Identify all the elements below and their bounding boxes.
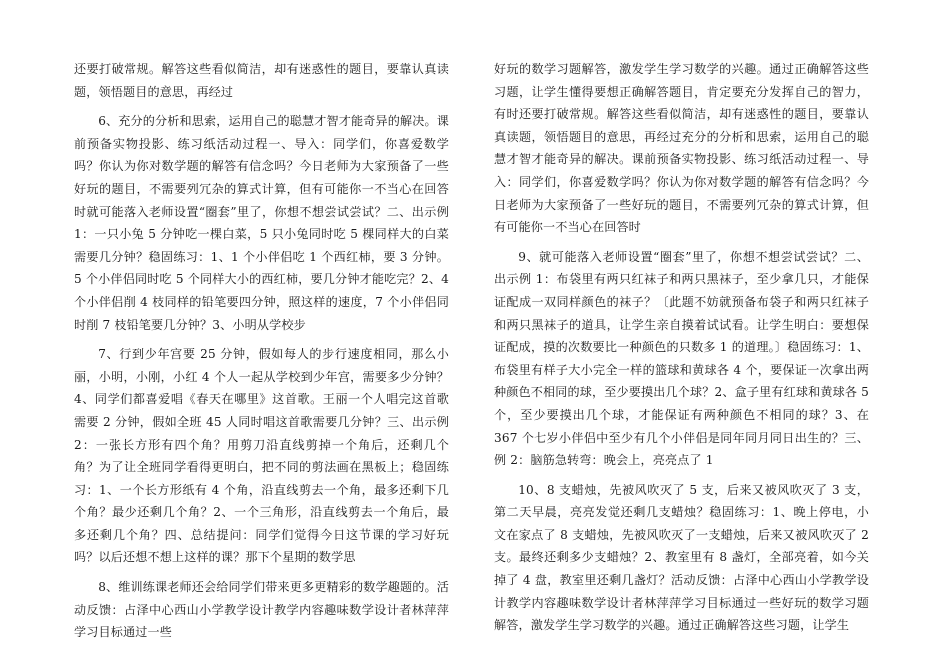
paragraph: 8、维训练课老师还会给同学们带来更多更精彩的数学趣题的。活动反馈：占泽中心西山小学教学设计教学内容趣味数学设计者林萍萍学习目标通过一些: [74, 580, 449, 640]
paragraph: 9、就可能落入老师设置“圈套”里了，你想不想尝试尝试？二、出示例 1：布袋里有两只红袜子和两只黑袜子，至少拿几只，才能保证配成一双同样颜色的袜子？〔此题不妨就预备布袋子和两只红袜子和两只黑袜子的道具，让学生亲自摸着试试看。让学生明白：要想保证配成，摸的次数要比一种颜色的只数多 1 的道理。〕稳固练习：1、布袋里有样子大小完全一样的篮球和黄球各 4 个，要保证一次拿出两种颜色不相同的球，至少要摸出几个球？2、盒子里有红球和黄球各 5 个，至少要摸出几个球，才能保证有两种颜色不相同的球？3、在 367 个七岁小伴侣中至少有几个小伴侣是同年同月同日出生的？三、例 2：脑筋急转弯：晚会上，亮亮点了 1: [494, 249, 869, 468]
paragraph: 好玩的数学习题解答，激发学生学习数学的兴趣。通过正确解答这些习题，让学生懂得要想正确解答题目，肯定要充分发挥自己的智力，有时还要打破常规。解答这些看似简洁，却有迷惑性的题目，要靠认真读题，领悟题目的意思，再经过充分的分析和思索，运用自己的聪慧才智才能奇异的解决。课前预备实物投影、练习纸活动过程一、导入：同学们，你喜爱数学吗？你认为你对数学题的解答有信念吗？今日老师为大家预备了一些好玩的题目，不需要列冗杂的算式计算，但有可能你一不当心在回答时: [494, 62, 869, 235]
paragraph: 6、充分的分析和思索，运用自己的聪慧才智才能奇异的解决。课前预备实物投影、练习纸活动过程一、导入：同学们，你喜爱数学吗？你认为你对数学题的解答有信念吗？今日老师为大家预备了一些好玩的题目，不需要列冗杂的算式计算，但有可能你一不当心在回答时就可能落入老师设置“圈套”里了，你想不想尝试尝试？二、出示例 1：一只小兔 5 分钟吃一棵白菜，5 只小兔同时吃 5 棵同样大的白菜需要几分钟？稳固练习：1、1 个小伴侣吃 1 个西红柿，要 3 分钟。5 个小伴侣同时吃 5 个同样大小的西红柿，要几分钟才能吃完？2、4 个小伴侣削 4 枝同样的铅笔要四分钟，照这样的速度，7 个小伴侣同时削 7 枝铅笔要几分钟？3、小明从学校步: [74, 114, 449, 332]
left-text-column: [74, 58, 449, 651]
paragraph: 7、行到少年宫要 25 分钟，假如每人的步行速度相同，那么小丽，小明，小刚，小红 4 个人一起从学校到少年宫，需要多少分钟？4、同学们都喜爱唱《春天在哪里》这首歌。王丽一个人唱完这首歌需要 2 分钟，假如全班 45 人同时唱这首歌需要几分钟？三、出示例 2：一张长方形有四个角？用剪刀沿直线剪掉一个角后，还剩几个角？为了让全班同学看得更明白，把不同的剪法画在黑板上；稳固练习：1、一个长方形纸有 4 个角，沿直线剪去一个角，最多还剩下几个角？最少还剩几个角？2、一个三角形，沿直线剪去一个角后，最多还剩几个角？四、总结提问：同学们觉得今日这节课的学习好玩吗？以后还想不想上这样的课？那下个星期的数学思: [74, 347, 449, 565]
paragraph: 还要打破常规。解答这些看似简洁，却有迷惑性的题目，要靠认真读题，领悟题目的意思，再经过: [74, 62, 449, 99]
right-text-column: [494, 58, 869, 644]
paragraph: 10、8 支蜡烛，先被风吹灭了 5 支，后来又被风吹灭了 3 支，第二天早晨，亮亮发觉还剩几支蜡烛？稳固练习：1、晚上停电，小文在家点了 8 支蜡烛，先被风吹灭了一支蜡烛，后来又被风吹灭了 2 支。最终还剩多少支蜡烛？2、教室里有 8 盏灯，全部亮着，如今关掉了 4 盘，教室里还剩几盏灯？活动反馈：占泽中心西山小学教学设计教学内容趣味数学设计者林萍萍学习目标通过一些好玩的数学习题解答，激发学生学习数学的兴趣。通过正确解答这些习题，让学生: [494, 482, 869, 633]
